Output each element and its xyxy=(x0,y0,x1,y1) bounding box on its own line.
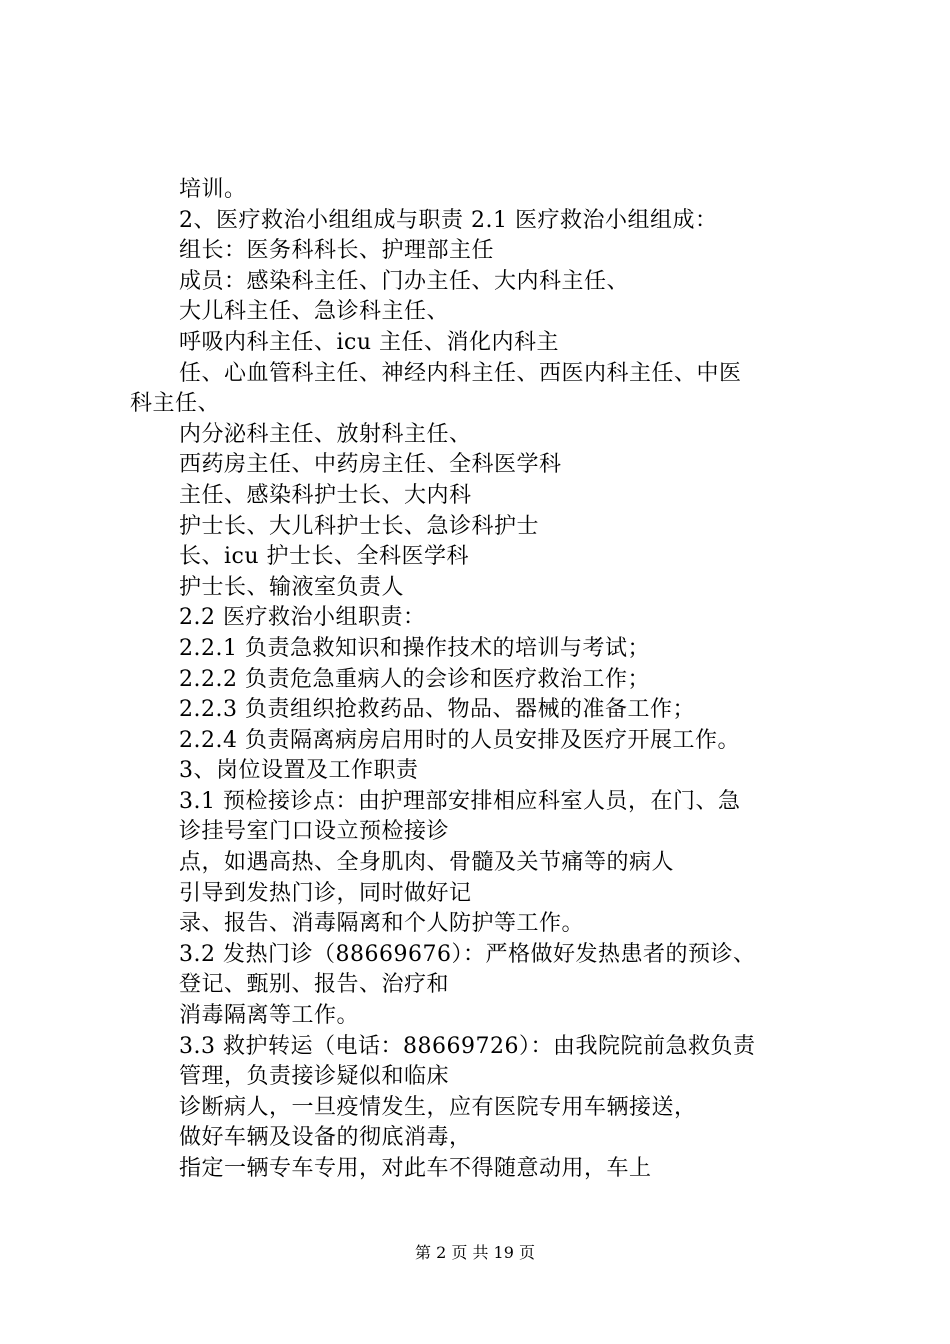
text-line: 2.2.2 负责危急重病人的会诊和医疗救治工作； xyxy=(179,666,650,692)
text-line: 长、icu 护士长、全科医学科 xyxy=(179,544,470,570)
text-line: 内分泌科主任、放射科主任、 xyxy=(179,421,472,447)
text-line: 诊断病人，一旦疫情发生，应有医院专用车辆接送， xyxy=(179,1094,697,1120)
text-line: 任、心血管科主任、神经内科主任、西医内科主任、中医 xyxy=(179,360,742,386)
document-body xyxy=(130,175,830,1185)
text-line: 组长：医务科科长、护理部主任 xyxy=(179,238,495,264)
text-line: 科主任、 xyxy=(130,391,221,417)
text-line: 3、岗位设置及工作职责 xyxy=(179,758,419,784)
page-number-footer: 第 2 页 共 19 页 xyxy=(415,1243,535,1262)
text-line: 管理，负责接诊疑似和临床 xyxy=(179,1064,450,1090)
text-line: 3.1 预检接诊点：由护理部安排相应科室人员，在门、急 xyxy=(179,788,741,814)
text-line: 点，如遇高热、全身肌肉、骨髓及关节痛等的病人 xyxy=(179,850,675,876)
text-line: 引导到发热门诊，同时做好记 xyxy=(179,880,472,906)
text-line: 西药房主任、中药房主任、全科医学科 xyxy=(179,452,562,478)
text-line: 大儿科主任、急诊科主任、 xyxy=(179,299,450,325)
text-line: 消毒隔离等工作。 xyxy=(179,1003,360,1029)
text-line: 录、报告、消毒隔离和个人防护等工作。 xyxy=(179,911,585,937)
text-line: 主任、感染科护士长、大内科 xyxy=(179,482,472,508)
text-line: 登记、甄别、报告、治疗和 xyxy=(179,972,450,998)
text-line: 护士长、输液室负责人 xyxy=(179,574,405,600)
text-line: 2.2.4 负责隔离病房启用时的人员安排及医疗开展工作。 xyxy=(179,727,740,753)
text-line: 做好车辆及设备的彻底消毒， xyxy=(179,1125,472,1151)
text-line: 培训。 xyxy=(179,177,247,202)
text-line: 3.2 发热门诊（88669676）：严格做好发热患者的预诊、 xyxy=(179,941,756,967)
text-line: 诊挂号室门口设立预检接诊 xyxy=(179,819,450,845)
text-line: 护士长、大儿科护士长、急诊科护士 xyxy=(179,513,540,539)
text-line: 2.2.3 负责组织抢救药品、物品、器械的准备工作； xyxy=(179,697,695,723)
text-line: 呼吸内科主任、icu 主任、消化内科主 xyxy=(179,329,560,355)
text-line: 2、医疗救治小组组成与职责 2.1 医疗救治小组组成： xyxy=(179,207,718,233)
text-line: 成员：感染科主任、门办主任、大内科主任、 xyxy=(179,268,630,294)
text-line: 3.3 救护转运（电话：88669726）：由我院院前急救负责 xyxy=(179,1033,756,1059)
text-line: 2.2 医疗救治小组职责： xyxy=(179,605,426,631)
text-line: 2.2.1 负责急救知识和操作技术的培训与考试； xyxy=(179,635,650,661)
text-line: 指定一辆专车专用，对此车不得随意动用，车上 xyxy=(179,1156,652,1181)
